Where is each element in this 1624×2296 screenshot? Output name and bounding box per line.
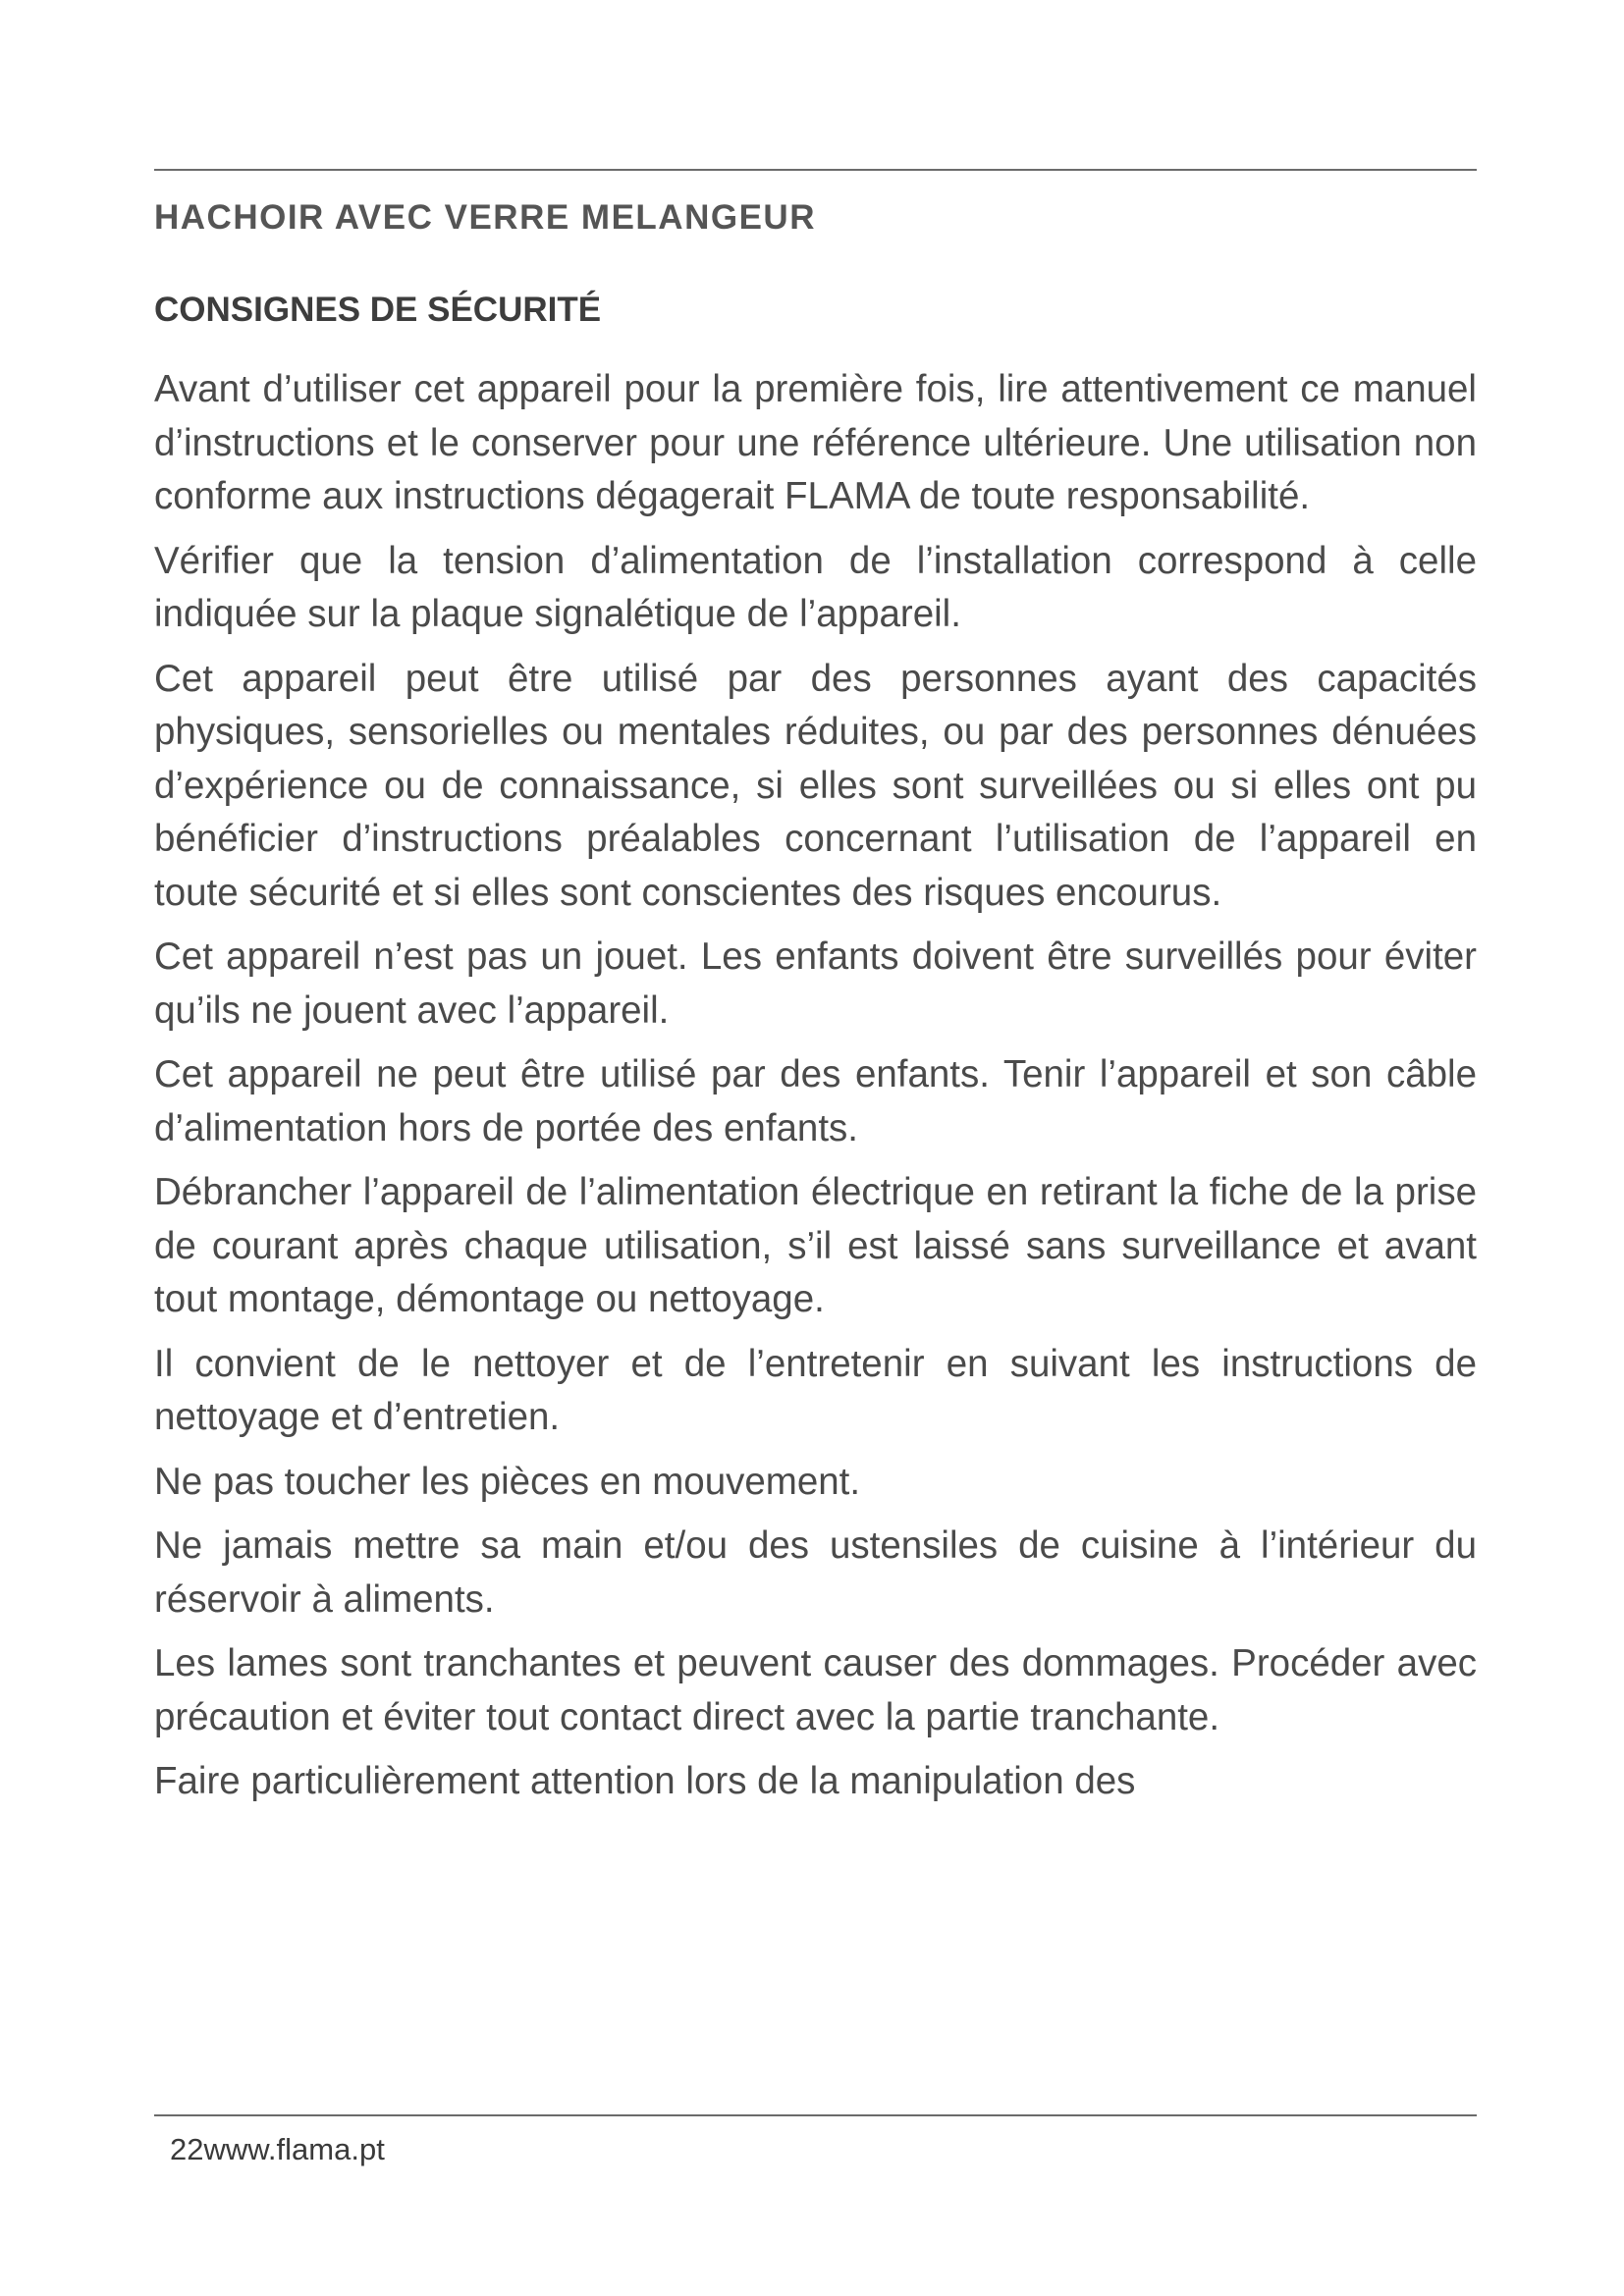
paragraph: Vérifier que la tension d’alimentation de l’installation correspond à celle indiquée sur la plaque signalétique de l’appareil.: [154, 539, 1477, 635]
footer-divider: [154, 2114, 1477, 2116]
paragraph: Cet appareil n’est pas un jouet. Les enfants doivent être surveillés pour éviter qu’ils ne jouent avec l’appareil.: [154, 935, 1477, 1032]
safety-instructions: [154, 363, 1477, 1819]
website-link[interactable]: www.flama.pt: [203, 2132, 385, 2166]
page-number: 22: [170, 2132, 204, 2166]
paragraph: Cet appareil peut être utilisé par des personnes ayant des capacités physiques, sensorielles ou mentales réduites, ou par des personnes dénuées d’expérience ou de connaissance, si elles sont surveillées ou si elles ont pu bénéficier d’instructions préalables concernant l’utilisation de l’appareil en toute sécurité et si elles sont conscientes des risques encourus.: [154, 657, 1477, 914]
header-divider: [154, 169, 1477, 171]
paragraph: Ne jamais mettre sa main et/ou des ustensiles de cuisine à l’intérieur du réservoir à aliments.: [154, 1524, 1477, 1621]
paragraph: Débrancher l’appareil de l’alimentation électrique en retirant la fiche de la prise de courant après chaque utilisation, s’il est laissé sans surveillance et avant tout montage, démontage ou nettoyage.: [154, 1171, 1477, 1320]
paragraph: Avant d’utiliser cet appareil pour la première fois, lire attentivement ce manuel d’instructions et le conserver pour une référence ultérieure. Une utilisation non conforme aux instructions dégagerait FLAMA de toute responsabilité.: [154, 368, 1477, 517]
paragraph-continued: Faire particulièrement attention lors de la manipulation des: [154, 1760, 1136, 1802]
paragraph: Cet appareil ne peut être utilisé par des enfants. Tenir l’appareil et son câble d’alimentation hors de portée des enfants.: [154, 1053, 1477, 1149]
paragraph: Ne pas toucher les pièces en mouvement.: [154, 1460, 861, 1503]
paragraph: Les lames sont tranchantes et peuvent causer des dommages. Procéder avec précaution et éviter tout contact direct avec la partie tranchante.: [154, 1642, 1477, 1738]
page-footer: [170, 2132, 385, 2167]
paragraph: Il convient de le nettoyer et de l’entretenir en suivant les instructions de nettoyage et d’entretien.: [154, 1342, 1477, 1438]
document-title: HACHOIR AVEC VERRE MELANGEUR: [154, 198, 816, 237]
section-heading: CONSIGNES DE SÉCURITÉ: [154, 291, 602, 329]
